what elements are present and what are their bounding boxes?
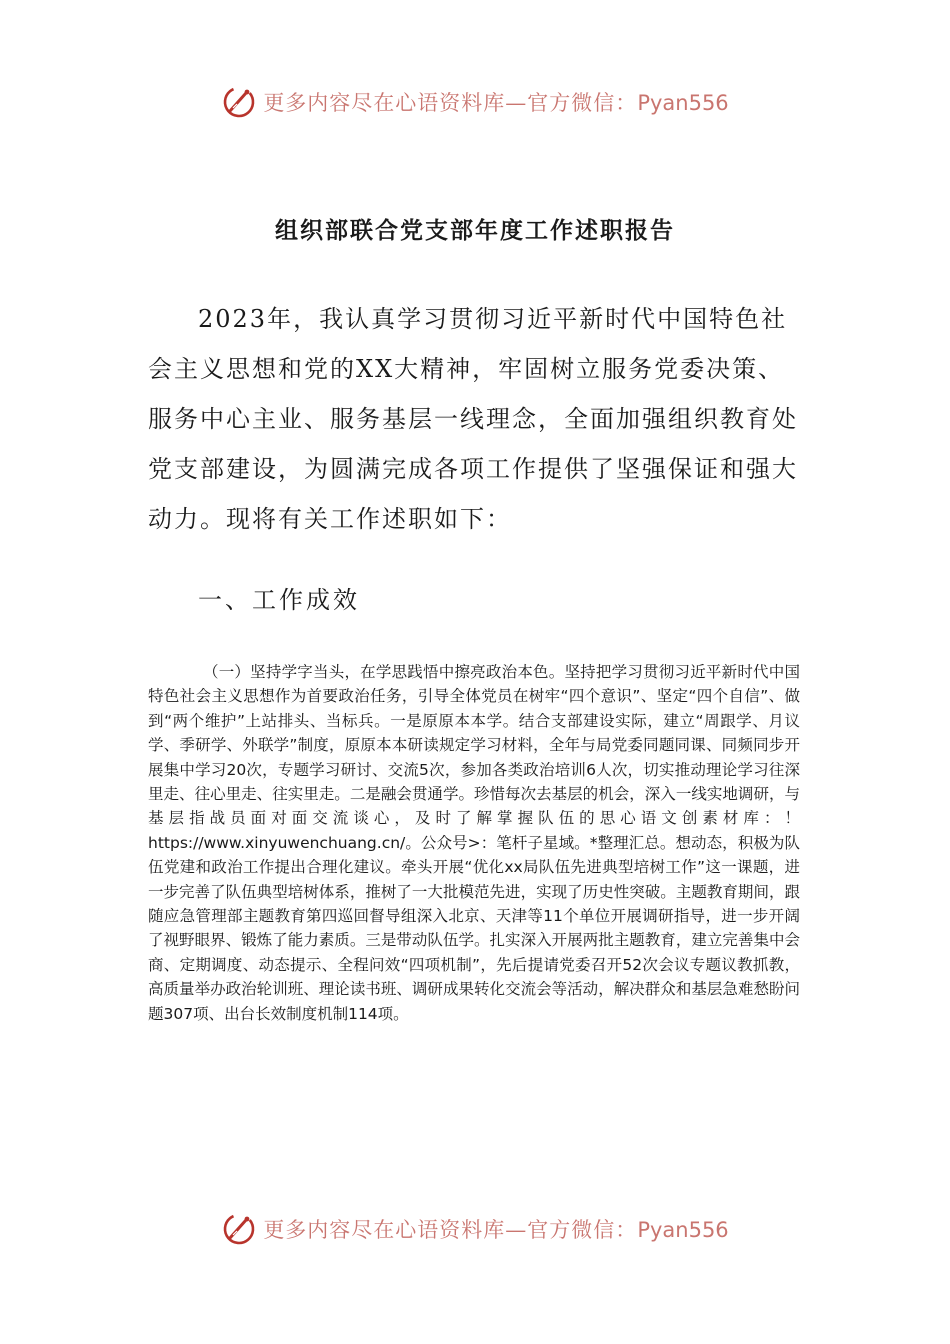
section-heading: 一、工作成效 — [198, 586, 360, 614]
document-title: 组织部联合党支部年度工作述职报告 — [275, 218, 675, 244]
body-paragraph: （一）坚持学字当头，在学思践悟中擦亮政治本色。坚持把学习贯彻习近平新时代中国特色社会主义思想作为首要政治任务，引导全体党员在树牢“四个意识”、坚定“四个自信”、做到“两个维护”上站排头、当标兵。一是原原本本学。结合支部建设实际，建立“周跟学、月议学、季研学、外联学”制度，原原本本研读规定学习材料，全年与局党委同题同课、同频同步开展集中学习20次，专题学习研讨、交流5次，参加各类政治培训6人次，切实推动理论学习往深里走、往心里走、往实里走。二是融会贯通学。珍惜每次去基层的机会，深入一线实地调研，与基层指战员面对面交流谈心，及时了解掌握队伍的思心语文创素材库：！https://www.xinyuwenchuang.cn/。公众号>：笔杆子星域。*整理汇总。想动态，积极为队伍党建和政治工作提出合理化建议。牵头开展“优化xx局队伍先进典型培树工作”这一课题，进一步完善了队伍典型培树体系，推树了一大批模范先进，实现了历史性突破。主题教育期间，跟随应急管理部主题教育第四巡回督导组深入北京、天津等11个单位开展调研指导，进一步开阔了视野眼界、锻炼了能力素质。三是带动队伍学。扎实深入开展两批主题教育，建立完善集中会商、定期调度、动态提示、全程问效“四项机制”，先后提请党委召开52次会议专题议教抓教，高质量举办政治轮训班、理论读书班、调研成果转化交流会等活动，解决群众和基层急难愁盼问题307项、出台长效制度机制114项。 — [148, 663, 800, 1023]
watermark-text: 更多内容尽在心语资料库—官方微信：Pyan556 — [263, 1218, 729, 1242]
brush-circle-logo-icon — [221, 84, 257, 120]
brush-circle-logo-icon — [221, 1211, 257, 1247]
watermark-account: Pyan556 — [637, 91, 729, 115]
intro-paragraph: 2023年，我认真学习贯彻习近平新时代中国特色社会主义思想和党的XX大精神，牢固树立服务党委决策、服务中心主业、服务基层一线理念，全面加强组织教育处党支部建设，为圆满完成各项工作提供了坚强保证和强大动力。现将有关工作述职如下： — [148, 305, 798, 533]
watermark-account: Pyan556 — [637, 1218, 729, 1242]
watermark-text: 更多内容尽在心语资料库—官方微信：Pyan556 — [263, 91, 729, 115]
header-watermark — [0, 82, 950, 122]
footer-watermark — [0, 1209, 950, 1249]
